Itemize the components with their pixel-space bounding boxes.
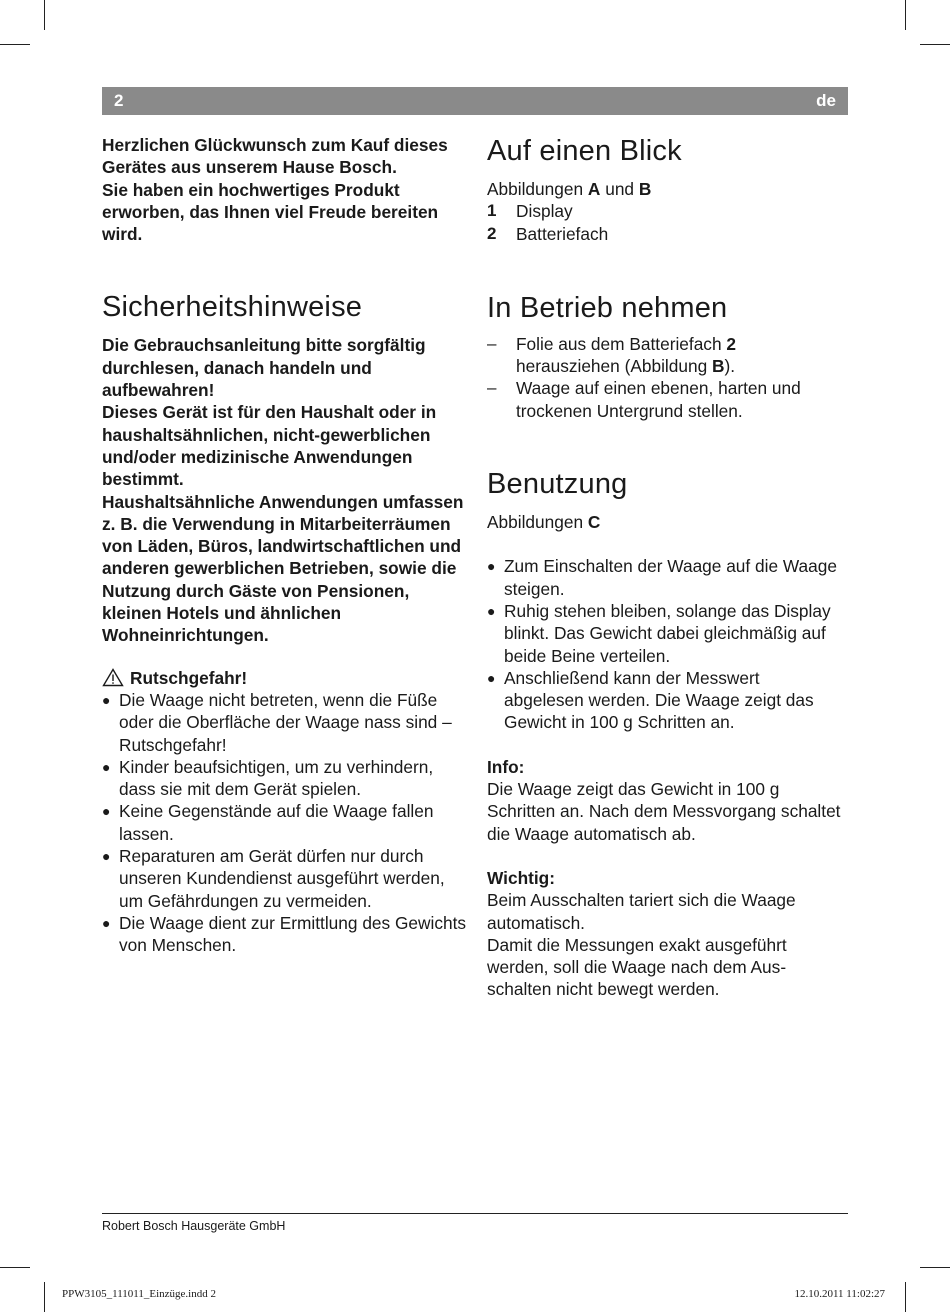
bullet-icon: ●: [487, 669, 496, 686]
list-item: ● Die Waage nicht betreten, wenn die Füße oder die Oberfläche der Waage nass sind – Rutschgefahr!: [102, 689, 452, 755]
crop-mark: [920, 44, 950, 45]
crop-mark: [44, 0, 45, 30]
bullet-icon: ●: [102, 914, 111, 931]
crop-mark: [0, 44, 30, 45]
crop-mark: [905, 0, 906, 30]
usage-bullet-list: [487, 555, 843, 733]
footer-divider: [102, 1213, 848, 1214]
info-text: Die Waage zeigt das Gewicht in 100 g Schritten an. Nach dem Messvorgang schaltet die Waage automatisch ab.: [487, 779, 841, 844]
warning-triangle-icon: [102, 668, 124, 687]
list-item: ● Reparaturen am Gerät dürfen nur durch unseren Kundendienst ausgeführt werden, um Gefährdungen zu vermeiden.: [102, 846, 445, 911]
list-item: ● Ruhig stehen bleiben, solange das Display blinkt. Das Gewicht dabei gleichmäßig auf beide Beine verteilen.: [487, 600, 831, 666]
print-slug-timestamp: 12.10.2011 11:02:27: [794, 1288, 885, 1300]
slip-warning-title: Rutschgefahr!: [130, 667, 248, 688]
left-column: [102, 134, 467, 957]
list-item: 1 Display: [487, 201, 573, 222]
right-column: [487, 134, 843, 1001]
crop-mark: [905, 1282, 906, 1312]
safety-paragraph-2: Dieses Gerät ist für den Haushalt oder in haushaltsähnlichen, nicht-gewerblichen und/oder medizinische Anwendungen bestimmt.: [102, 402, 437, 490]
intro-product: Sie haben ein hochwertiges Produkt erworben, das Ihnen viel Freude bereiten wird.: [102, 179, 439, 245]
bullet-icon: ●: [102, 803, 111, 820]
list-item: ● Zum Einschalten der Waage auf die Waage steigen.: [487, 556, 838, 599]
crop-mark: [0, 1267, 30, 1268]
footer-company: Robert Bosch Hausgeräte GmbH: [102, 1219, 286, 1233]
setup-heading: In Betrieb nehmen: [487, 291, 728, 324]
list-item: – Waage auf einen ebenen, harten und trockenen Untergrund stellen.: [487, 378, 801, 421]
page-number: 2: [114, 91, 124, 110]
info-label: Info:: [487, 756, 525, 777]
usage-heading: Benutzung: [487, 468, 628, 501]
dash-icon: –: [487, 378, 497, 398]
list-item: ● Keine Gegenstände auf die Waage fallen lassen.: [102, 801, 434, 844]
important-text-1: Beim Ausschalten tariert sich die Waage automatisch.: [487, 890, 796, 933]
safety-paragraph-3: Haushaltsähnliche Anwendungen umfassen z. B. die Verwendung in Mitarbeiterräumen von Läden, Büros, landwirtschaftlichen und anderen gewerblichen Betrieben, sowie die Nutzung durch Gäste von Pensionen, kleinen Hotels und ähnlichen Wohneinrichtungen.: [102, 491, 464, 646]
slip-warning-heading: [102, 667, 467, 689]
bullet-icon: ●: [102, 848, 111, 865]
crop-mark: [44, 1282, 45, 1312]
dash-icon: –: [487, 333, 497, 353]
overview-figures: Abbildungen A und B: [487, 179, 652, 199]
list-item: ● Die Waage dient zur Ermittlung des Gewichts von Menschen.: [102, 912, 467, 956]
safety-paragraph-1: Die Gebrauchsanleitung bitte sorgfältig durchlesen, danach handeln und aufbewahren!: [102, 335, 426, 401]
intro-congrats: Herzlichen Glückwunsch zum Kauf dieses Gerätes aus unserem Hause Bosch.: [102, 135, 448, 178]
usage-figures: Abbildungen C: [487, 512, 601, 533]
list-item: ● Anschließend kann der Messwert abgelesen werden. Die Waage zeigt das Gewicht in 100 g Schritten an.: [487, 667, 814, 733]
safety-bullet-list: [102, 689, 467, 957]
page-header-bar: [102, 87, 848, 115]
overview-heading: Auf einen Blick: [487, 135, 682, 167]
bullet-icon: ●: [102, 758, 111, 775]
important-text-2: Damit die Messungen exakt ausgeführt werden, soll die Waage nach dem Ausschalten nicht bewegt werden.: [487, 934, 787, 1000]
setup-list: [487, 333, 843, 422]
print-slug-file: PPW3105_111011_Einzüge.indd 2: [62, 1288, 216, 1300]
bullet-icon: ●: [102, 691, 111, 708]
list-item: – Folie aus dem Batteriefach 2 herausziehen (Abbildung B).: [487, 333, 736, 377]
list-item: 2 Batteriefach: [487, 223, 609, 244]
overview-parts-list: [487, 200, 843, 245]
language-code: de: [816, 91, 836, 110]
safety-heading: Sicherheitshinweise: [102, 291, 363, 324]
bullet-icon: ●: [487, 602, 496, 619]
list-item: ● Kinder beaufsichtigen, um zu verhindern, dass sie mit dem Gerät spielen.: [102, 756, 434, 800]
important-label: Wichtig:: [487, 867, 555, 888]
crop-mark: [920, 1267, 950, 1268]
bullet-icon: ●: [487, 558, 496, 575]
